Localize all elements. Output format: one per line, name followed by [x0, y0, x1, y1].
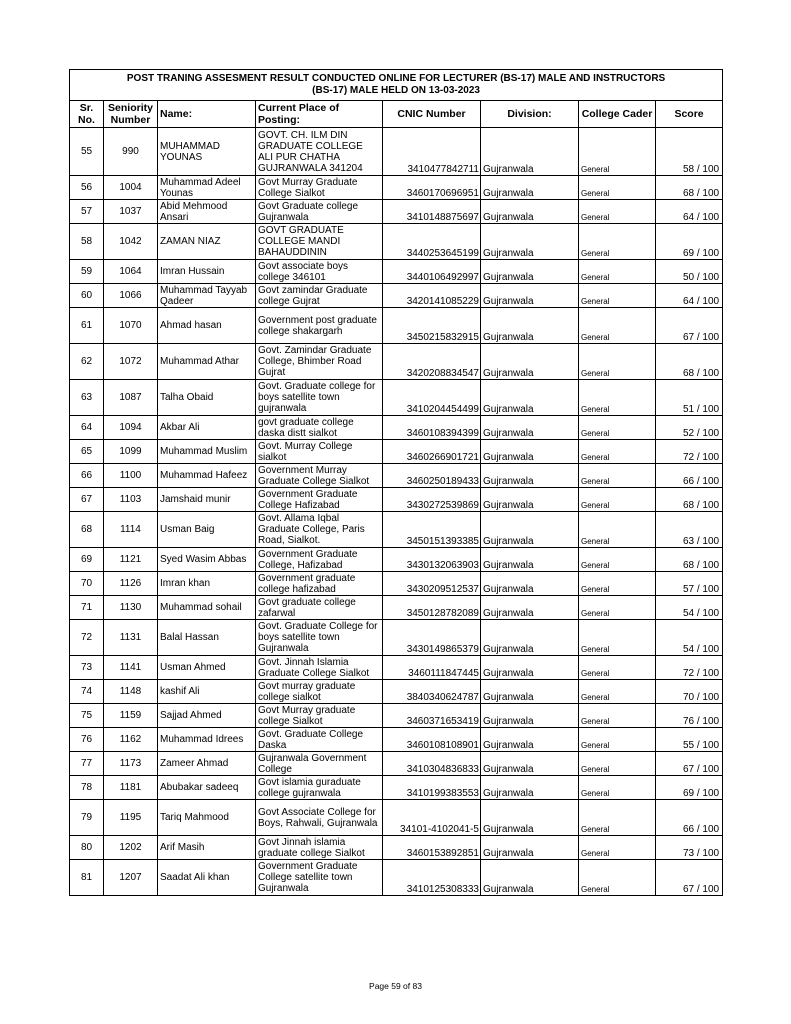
row-cnic-number: 3410204454499	[383, 380, 481, 416]
row-seniority-number: 1162	[104, 728, 158, 752]
row-score: 51 / 100	[656, 380, 723, 416]
row-sr-no: 79	[70, 800, 104, 836]
row-current-posting: Govt. Graduate College for boys satellite town Gujranwala	[256, 620, 383, 656]
header-current-posting: Current Place of Posting:	[256, 101, 383, 128]
row-name: Muhammad Hafeez	[158, 464, 256, 488]
row-college-cadre: General	[579, 548, 656, 572]
header-sr-no: Sr. No.	[70, 101, 104, 128]
row-sr-no: 81	[70, 860, 104, 896]
row-seniority-number: 1202	[104, 836, 158, 860]
row-division: Gujranwala	[481, 752, 579, 776]
row-name: Zameer Ahmad	[158, 752, 256, 776]
row-sr-no: 75	[70, 704, 104, 728]
row-score: 55 / 100	[656, 728, 723, 752]
row-cnic-number: 3410304836833	[383, 752, 481, 776]
row-current-posting: Govt Graduate college Gujranwala	[256, 200, 383, 224]
table-row	[70, 308, 723, 344]
table-row	[70, 836, 723, 860]
row-division: Gujranwala	[481, 656, 579, 680]
row-college-cadre: General	[579, 512, 656, 548]
row-cnic-number: 3460111847445	[383, 656, 481, 680]
row-score: 58 / 100	[656, 128, 723, 176]
row-seniority-number: 1042	[104, 224, 158, 260]
row-name: Ahmad hasan	[158, 308, 256, 344]
row-college-cadre: General	[579, 260, 656, 284]
row-seniority-number: 1141	[104, 656, 158, 680]
row-seniority-number: 1099	[104, 440, 158, 464]
row-college-cadre: General	[579, 488, 656, 512]
page-number: Page 59 of 83	[369, 981, 422, 991]
row-score: 50 / 100	[656, 260, 723, 284]
row-cnic-number: 3440106492997	[383, 260, 481, 284]
results-table	[69, 69, 723, 896]
row-cnic-number: 3460153892851	[383, 836, 481, 860]
row-name: Abid Mehmood Ansari	[158, 200, 256, 224]
results-body	[70, 128, 723, 896]
table-row	[70, 704, 723, 728]
row-cnic-number: 3460170696951	[383, 176, 481, 200]
row-college-cadre: General	[579, 680, 656, 704]
row-name: Syed Wasim Abbas	[158, 548, 256, 572]
row-name: Balal Hassan	[158, 620, 256, 656]
row-division: Gujranwala	[481, 776, 579, 800]
header-cnic-number: CNIC Number	[383, 101, 481, 128]
table-row	[70, 416, 723, 440]
row-sr-no: 73	[70, 656, 104, 680]
row-name: Usman Baig	[158, 512, 256, 548]
row-sr-no: 80	[70, 836, 104, 860]
row-score: 66 / 100	[656, 464, 723, 488]
row-current-posting: Government post graduate college shakargarh	[256, 308, 383, 344]
row-division: Gujranwala	[481, 260, 579, 284]
row-division: Gujranwala	[481, 224, 579, 260]
row-current-posting: Govt. Zamindar Graduate College, Bhimber Road Gujrat	[256, 344, 383, 380]
row-sr-no: 72	[70, 620, 104, 656]
table-row	[70, 128, 723, 176]
row-college-cadre: General	[579, 284, 656, 308]
row-name: Muhammad Muslim	[158, 440, 256, 464]
row-name: Usman Ahmed	[158, 656, 256, 680]
row-current-posting: Government Murray Graduate College Sialkot	[256, 464, 383, 488]
row-current-posting: Government Graduate College, Hafizabad	[256, 548, 383, 572]
row-score: 64 / 100	[656, 200, 723, 224]
row-seniority-number: 1126	[104, 572, 158, 596]
results-sheet	[69, 69, 723, 896]
row-college-cadre: General	[579, 728, 656, 752]
row-seniority-number: 1181	[104, 776, 158, 800]
row-name: Sajjad Ahmed	[158, 704, 256, 728]
table-row	[70, 464, 723, 488]
table-row	[70, 200, 723, 224]
row-sr-no: 71	[70, 596, 104, 620]
row-sr-no: 74	[70, 680, 104, 704]
table-row	[70, 344, 723, 380]
row-sr-no: 70	[70, 572, 104, 596]
row-score: 54 / 100	[656, 596, 723, 620]
row-current-posting: GOVT. CH. ILM DIN GRADUATE COLLEGE ALI PUR CHATHA GUJRANWALA 341204	[256, 128, 383, 176]
row-current-posting: Govt graduate college zafarwal	[256, 596, 383, 620]
row-score: 72 / 100	[656, 440, 723, 464]
row-sr-no: 67	[70, 488, 104, 512]
row-current-posting: Gujranwala Government College	[256, 752, 383, 776]
table-row	[70, 728, 723, 752]
row-score: 52 / 100	[656, 416, 723, 440]
row-seniority-number: 1148	[104, 680, 158, 704]
row-sr-no: 63	[70, 380, 104, 416]
row-current-posting: Government graduate college hafizabad	[256, 572, 383, 596]
row-seniority-number: 1159	[104, 704, 158, 728]
row-seniority-number: 1103	[104, 488, 158, 512]
row-score: 67 / 100	[656, 752, 723, 776]
row-sr-no: 65	[70, 440, 104, 464]
row-name: Tariq Mahmood	[158, 800, 256, 836]
row-seniority-number: 1130	[104, 596, 158, 620]
report-title	[70, 70, 723, 101]
row-name: Muhammad Adeel Younas	[158, 176, 256, 200]
row-division: Gujranwala	[481, 704, 579, 728]
row-sr-no: 59	[70, 260, 104, 284]
header-score: Score	[656, 101, 723, 128]
row-current-posting: Govt Jinnah islamia graduate college Sialkot	[256, 836, 383, 860]
row-college-cadre: General	[579, 752, 656, 776]
row-cnic-number: 3420141085229	[383, 284, 481, 308]
row-score: 76 / 100	[656, 704, 723, 728]
row-seniority-number: 1087	[104, 380, 158, 416]
row-current-posting: Govt Murray Graduate College Sialkot	[256, 176, 383, 200]
row-current-posting: Govt islamia guraduate college gujranwala	[256, 776, 383, 800]
row-current-posting: Govt associate boys college 346101	[256, 260, 383, 284]
row-score: 70 / 100	[656, 680, 723, 704]
row-college-cadre: General	[579, 656, 656, 680]
header-college-cadre: College Cader	[579, 101, 656, 128]
row-division: Gujranwala	[481, 308, 579, 344]
row-division: Gujranwala	[481, 860, 579, 896]
row-sr-no: 77	[70, 752, 104, 776]
row-sr-no: 56	[70, 176, 104, 200]
table-row	[70, 440, 723, 464]
row-sr-no: 57	[70, 200, 104, 224]
row-score: 68 / 100	[656, 176, 723, 200]
row-college-cadre: General	[579, 200, 656, 224]
row-cnic-number: 3410477842711	[383, 128, 481, 176]
table-row	[70, 572, 723, 596]
row-college-cadre: General	[579, 776, 656, 800]
row-cnic-number: 3430272539869	[383, 488, 481, 512]
table-row	[70, 380, 723, 416]
row-sr-no: 62	[70, 344, 104, 380]
row-score: 67 / 100	[656, 860, 723, 896]
table-row	[70, 284, 723, 308]
row-name: MUHAMMAD YOUNAS	[158, 128, 256, 176]
row-college-cadre: General	[579, 308, 656, 344]
row-division: Gujranwala	[481, 680, 579, 704]
row-college-cadre: General	[579, 128, 656, 176]
row-current-posting: Govt. Allama Iqbal Graduate College, Paris Road, Sialkot.	[256, 512, 383, 548]
row-sr-no: 60	[70, 284, 104, 308]
row-score: 68 / 100	[656, 548, 723, 572]
table-row	[70, 488, 723, 512]
table-row	[70, 260, 723, 284]
row-seniority-number: 1064	[104, 260, 158, 284]
row-name: Abubakar sadeeq	[158, 776, 256, 800]
row-seniority-number: 1070	[104, 308, 158, 344]
row-division: Gujranwala	[481, 200, 579, 224]
row-division: Gujranwala	[481, 128, 579, 176]
row-score: 69 / 100	[656, 776, 723, 800]
row-cnic-number: 3840340624787	[383, 680, 481, 704]
row-name: Akbar Ali	[158, 416, 256, 440]
row-cnic-number: 3410199383553	[383, 776, 481, 800]
row-name: Imran khan	[158, 572, 256, 596]
row-division: Gujranwala	[481, 548, 579, 572]
row-score: 57 / 100	[656, 572, 723, 596]
row-cnic-number: 3430132063903	[383, 548, 481, 572]
row-division: Gujranwala	[481, 596, 579, 620]
row-division: Gujranwala	[481, 800, 579, 836]
row-college-cadre: General	[579, 440, 656, 464]
row-seniority-number: 1066	[104, 284, 158, 308]
row-sr-no: 76	[70, 728, 104, 752]
row-college-cadre: General	[579, 380, 656, 416]
row-division: Gujranwala	[481, 440, 579, 464]
row-seniority-number: 1037	[104, 200, 158, 224]
report-title-line1: POST TRANING ASSESMENT RESULT CONDUCTED ONLINE FOR LECTURER (BS-17) MALE AND INSTRUCTORS	[126, 73, 666, 84]
table-row	[70, 656, 723, 680]
row-seniority-number: 1114	[104, 512, 158, 548]
row-cnic-number: 3450215832915	[383, 308, 481, 344]
row-cnic-number: 3420208834547	[383, 344, 481, 380]
row-division: Gujranwala	[481, 344, 579, 380]
table-row	[70, 752, 723, 776]
header-division: Division:	[481, 101, 579, 128]
row-college-cadre: General	[579, 596, 656, 620]
table-row	[70, 776, 723, 800]
row-seniority-number: 990	[104, 128, 158, 176]
table-row	[70, 224, 723, 260]
row-division: Gujranwala	[481, 464, 579, 488]
row-name: Muhammad sohail	[158, 596, 256, 620]
header-row	[70, 101, 723, 128]
row-cnic-number: 3460371653419	[383, 704, 481, 728]
row-score: 64 / 100	[656, 284, 723, 308]
row-score: 72 / 100	[656, 656, 723, 680]
row-sr-no: 68	[70, 512, 104, 548]
row-college-cadre: General	[579, 416, 656, 440]
row-current-posting: Govt. Jinnah Islamia Graduate College Sialkot	[256, 656, 383, 680]
row-college-cadre: General	[579, 572, 656, 596]
row-score: 67 / 100	[656, 308, 723, 344]
row-division: Gujranwala	[481, 284, 579, 308]
row-score: 68 / 100	[656, 488, 723, 512]
row-division: Gujranwala	[481, 416, 579, 440]
report-title-line2: (BS-17) MALE HELD ON 13-03-2023	[312, 85, 480, 96]
row-cnic-number: 3460250189433	[383, 464, 481, 488]
row-current-posting: Govt Associate College for Boys, Rahwali, Gujranwala	[256, 800, 383, 836]
row-cnic-number: 3440253645199	[383, 224, 481, 260]
row-seniority-number: 1100	[104, 464, 158, 488]
row-division: Gujranwala	[481, 176, 579, 200]
row-cnic-number: 3430149865379	[383, 620, 481, 656]
row-cnic-number: 3450128782089	[383, 596, 481, 620]
table-row	[70, 548, 723, 572]
row-college-cadre: General	[579, 860, 656, 896]
row-current-posting: Govt. Graduate college for boys satellite town gujranwala	[256, 380, 383, 416]
row-current-posting: Govt Murray graduate college Sialkot	[256, 704, 383, 728]
row-division: Gujranwala	[481, 380, 579, 416]
row-score: 54 / 100	[656, 620, 723, 656]
header-name: Name:	[158, 101, 256, 128]
row-college-cadre: General	[579, 344, 656, 380]
row-division: Gujranwala	[481, 620, 579, 656]
row-name: Jamshaid munir	[158, 488, 256, 512]
row-cnic-number: 3410125308333	[383, 860, 481, 896]
row-seniority-number: 1121	[104, 548, 158, 572]
row-cnic-number: 3460108108901	[383, 728, 481, 752]
row-seniority-number: 1195	[104, 800, 158, 836]
row-college-cadre: General	[579, 176, 656, 200]
row-seniority-number: 1207	[104, 860, 158, 896]
row-cnic-number: 34101-4102041-5	[383, 800, 481, 836]
header-seniority-number: Seniority Number	[104, 101, 158, 128]
row-college-cadre: General	[579, 800, 656, 836]
row-sr-no: 55	[70, 128, 104, 176]
row-college-cadre: General	[579, 620, 656, 656]
row-division: Gujranwala	[481, 728, 579, 752]
row-sr-no: 61	[70, 308, 104, 344]
row-cnic-number: 3430209512537	[383, 572, 481, 596]
row-seniority-number: 1094	[104, 416, 158, 440]
row-current-posting: GOVT GRADUATE COLLEGE MANDI BAHAUDDININ	[256, 224, 383, 260]
row-division: Gujranwala	[481, 572, 579, 596]
row-score: 69 / 100	[656, 224, 723, 260]
row-seniority-number: 1173	[104, 752, 158, 776]
row-cnic-number: 3450151393385	[383, 512, 481, 548]
row-name: Saadat Ali khan	[158, 860, 256, 896]
table-row	[70, 596, 723, 620]
row-current-posting: Govt murray graduate college sialkot	[256, 680, 383, 704]
row-division: Gujranwala	[481, 488, 579, 512]
row-name: Muhammad Idrees	[158, 728, 256, 752]
row-college-cadre: General	[579, 836, 656, 860]
row-current-posting: Government Graduate College Hafizabad	[256, 488, 383, 512]
row-current-posting: Government Graduate College satellite town Gujranwala	[256, 860, 383, 896]
table-row	[70, 512, 723, 548]
row-college-cadre: General	[579, 704, 656, 728]
table-row	[70, 800, 723, 836]
row-current-posting: Govt zamindar Graduate college Gujrat	[256, 284, 383, 308]
row-current-posting: Govt. Graduate College Daska	[256, 728, 383, 752]
row-name: Talha Obaid	[158, 380, 256, 416]
row-cnic-number: 3460108394399	[383, 416, 481, 440]
row-division: Gujranwala	[481, 512, 579, 548]
row-sr-no: 58	[70, 224, 104, 260]
row-division: Gujranwala	[481, 836, 579, 860]
row-name: Muhammad Tayyab Qadeer	[158, 284, 256, 308]
row-seniority-number: 1004	[104, 176, 158, 200]
row-score: 63 / 100	[656, 512, 723, 548]
row-cnic-number: 3410148875697	[383, 200, 481, 224]
row-seniority-number: 1072	[104, 344, 158, 380]
row-college-cadre: General	[579, 224, 656, 260]
row-name: ZAMAN NIAZ	[158, 224, 256, 260]
row-score: 73 / 100	[656, 836, 723, 860]
row-name: Muhammad Athar	[158, 344, 256, 380]
table-row	[70, 176, 723, 200]
table-row	[70, 620, 723, 656]
row-score: 66 / 100	[656, 800, 723, 836]
row-cnic-number: 3460266901721	[383, 440, 481, 464]
row-current-posting: govt graduate college daska distt sialkot	[256, 416, 383, 440]
table-row	[70, 860, 723, 896]
table-row	[70, 680, 723, 704]
row-sr-no: 66	[70, 464, 104, 488]
row-sr-no: 69	[70, 548, 104, 572]
row-sr-no: 64	[70, 416, 104, 440]
row-current-posting: Govt. Murray College sialkot	[256, 440, 383, 464]
row-name: Arif Masih	[158, 836, 256, 860]
row-name: kashif Ali	[158, 680, 256, 704]
row-sr-no: 78	[70, 776, 104, 800]
row-name: Imran Hussain	[158, 260, 256, 284]
row-seniority-number: 1131	[104, 620, 158, 656]
row-college-cadre: General	[579, 464, 656, 488]
row-score: 68 / 100	[656, 344, 723, 380]
